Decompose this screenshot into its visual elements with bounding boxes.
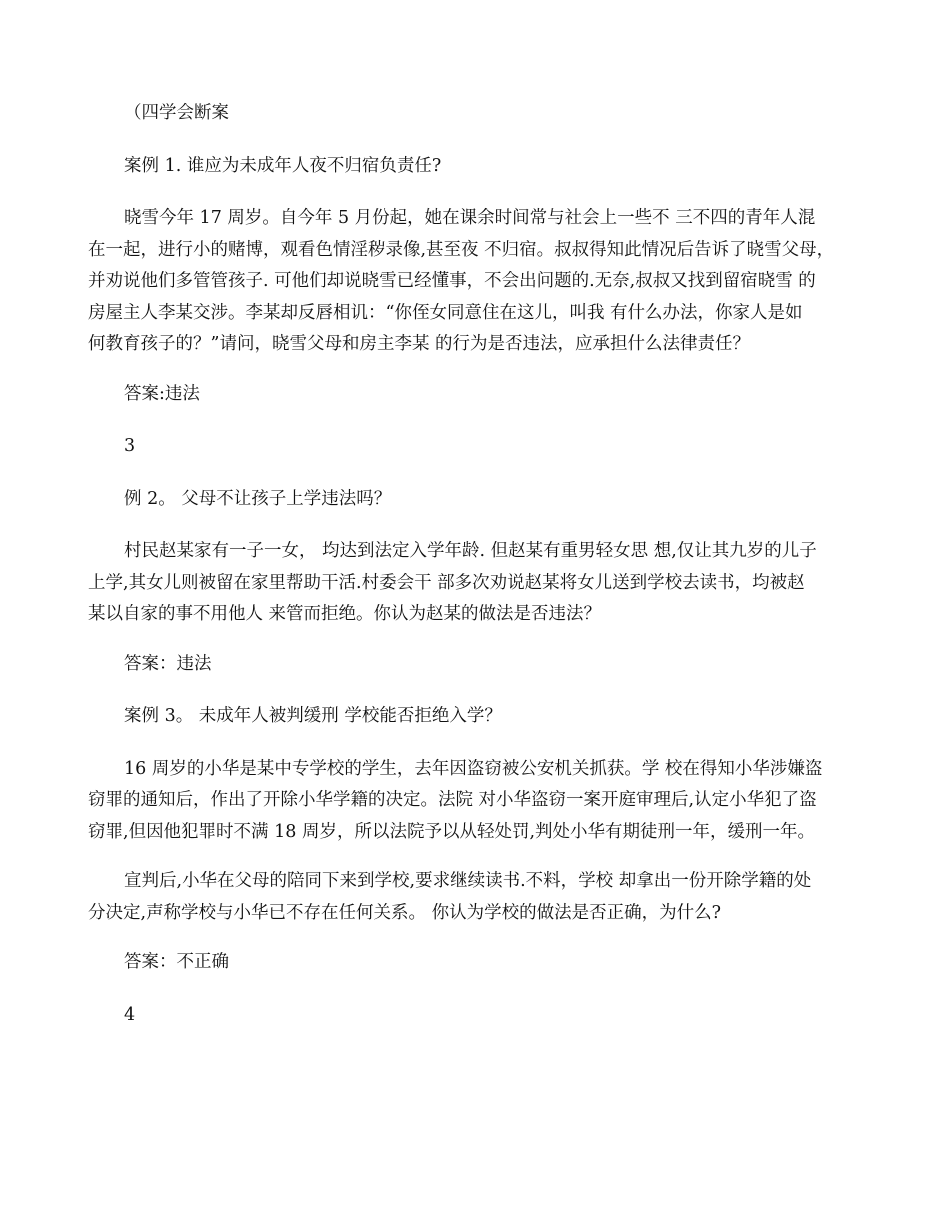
section-heading: （四学会断案 [124, 103, 229, 123]
case3-body-line: 窃罪的通知后，作出了开除小华学籍的决定。法院 对小华盗窃一案开庭审理后,认定小华犯了盗 [88, 790, 817, 810]
case3-body-line: 窃罪,但因他犯罪时不满 18 周岁，所以法院予以从轻处罚,判处小华有期徒刑一年，缓刑一年。 [88, 821, 816, 842]
case1-body-line: 晓雪今年 17 周岁。自今年 5 月份起，她在课余时间常与社会上一些不 三不四的青年人混 [124, 208, 816, 228]
case2-body-line: 上学,其女儿则被留在家里帮助干活.村委会干 部多次劝说赵某将女儿送到学校去读书，均被赵 [88, 572, 805, 593]
case3-body-2 [88, 866, 860, 929]
case3-body-line: 宣判后,小华在父母的陪同下来到学校,要求继续读书.不料，学校 却拿出一份开除学籍的处 [124, 871, 812, 891]
case1-body-line: 何教育孩子的？”请问，晓雪父母和房主李某 的行为是否违法，应承担什么法律责任？ [88, 334, 751, 354]
page-number: 3 [124, 436, 136, 456]
case2-title: 例 2。 父母不让孩子上学违法吗？ [124, 488, 392, 509]
case1-body [88, 203, 860, 361]
case3-body-line: 分决定,声称学校与小华已不存在任何关系。 你认为学校的做法是否正确，为什么? [88, 902, 722, 923]
case3-body-line: 16 周岁的小华是某中专学校的学生，去年因盗窃被公安机关抓获。学 校在得知小华涉嫌盗 [124, 758, 823, 779]
case3-title: 案例 3。 未成年人被判缓刑 学校能否拒绝入学？ [124, 706, 502, 726]
case1-body-line: 并劝说他们多管管孩子. 可他们却说晓雪已经懂事，不会出问题的.无奈,叔叔又找到留宿晓雪 的 [88, 271, 816, 291]
case3-body-1 [88, 754, 860, 849]
case1-answer: 答案:违法 [124, 383, 200, 404]
case2-body [88, 536, 860, 631]
case2-body-line: 村民赵某家有一子一女， 均达到法定入学年龄. 但赵某有重男轻女思 想,仅让其九岁的儿子 [124, 541, 817, 561]
case1-body-line: 在一起，进行小的赌博，观看色情淫秽录像,甚至夜 不归宿。叔叔得知此情况后告诉了晓雪父母， [88, 239, 835, 260]
case1-title: 案例 1. 谁应为未成年人夜不归宿负责任? [124, 155, 442, 176]
case3-answer: 答案：不正确 [124, 952, 229, 972]
case2-body-line: 某以自家的事不用他人 来管而拒绝。你认为赵某的做法是否违法？ [88, 604, 602, 624]
page-number: 4 [124, 1004, 136, 1025]
case2-answer: 答案：违法 [124, 653, 212, 674]
case1-body-line: 房屋主人李某交涉。李某却反唇相讥：“你侄女同意住在这儿，叫我 有什么办法，你家人是如 [88, 302, 803, 323]
